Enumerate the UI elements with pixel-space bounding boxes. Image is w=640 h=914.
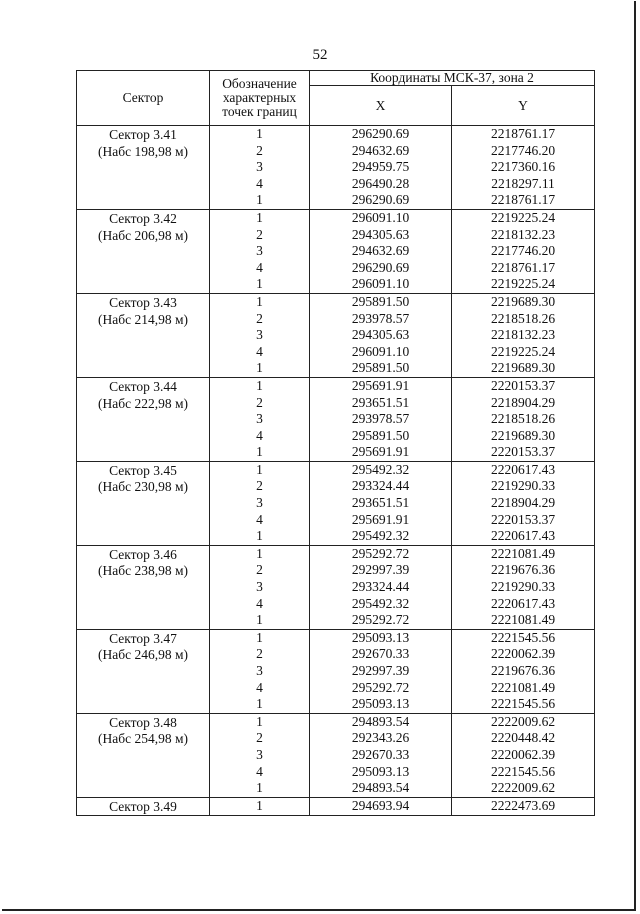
sector-y-cell [452,713,595,797]
coord-y: 2218132.23 [490,226,556,242]
point-label: 1 [256,713,263,729]
sector-cell [77,377,210,461]
coord-y: 2221081.49 [490,545,556,561]
point-label: 2 [256,142,263,158]
sector-row [77,461,595,545]
coord-y: 2222009.62 [490,713,556,729]
point-label: 1 [256,444,263,460]
coord-y: 2221545.56 [490,763,556,779]
sector-name: Сектор 3.46 [109,546,177,562]
sector-y-cell [452,545,595,629]
coord-x: 296290.69 [351,192,410,208]
coord-x: 295292.72 [351,679,410,695]
sector-cell [77,209,210,293]
coord-y: 2218761.17 [490,126,556,141]
sector-x-cell [310,293,452,377]
sector-y-cell [452,797,595,816]
point-label: 3 [256,495,263,511]
header-sector: Сектор [77,71,210,126]
sector-y-cell [452,461,595,545]
coord-x: 296091.10 [351,276,410,292]
coord-y: 2220153.37 [490,511,556,527]
sector-name: Сектор 3.48 [109,714,177,730]
coord-x: 292670.33 [351,746,410,762]
header-points: Обозначение характерных точек границ [210,71,310,126]
point-label: 4 [256,343,263,359]
coord-x: 295691.91 [351,511,410,527]
point-label: 1 [256,192,263,208]
coord-y: 2219689.30 [490,360,556,376]
point-label: 1 [256,780,263,796]
coord-x: 292343.26 [351,730,410,746]
coord-x: 293978.57 [351,310,410,326]
coord-y: 2218904.29 [490,394,556,410]
sector-name: Сектор 3.41 [109,127,177,142]
coord-x: 294632.69 [351,243,410,259]
coord-x: 295691.91 [351,444,410,460]
coord-y: 2219676.36 [490,663,556,678]
sector-cell [77,797,210,816]
sector-name: Сектор 3.44 [109,378,177,394]
coord-y: 2222009.62 [490,780,556,796]
coord-y: 2217746.20 [490,142,556,158]
coord-x: 295492.32 [351,461,410,477]
coord-y: 2220617.43 [490,595,556,611]
coord-y: 2220153.37 [490,377,556,393]
coord-x: 295292.72 [351,545,410,561]
sector-row [77,545,595,629]
point-label: 3 [256,243,263,259]
sector-points-cell [210,293,310,377]
coord-x: 294632.69 [351,142,410,158]
coord-y: 2218761.17 [490,192,556,208]
coord-y: 2221081.49 [490,679,556,695]
coord-y: 2218297.11 [491,175,555,191]
coord-y: 2219290.33 [490,579,556,595]
coord-y: 2222473.69 [490,797,556,813]
sector-x-cell [310,209,452,293]
sector-points-cell [210,713,310,797]
coord-x: 294959.75 [351,159,410,175]
sector-points-cell [210,126,310,210]
point-label: 1 [256,293,263,309]
sector-note: (Набс 198,98 м) [97,143,188,159]
sector-name: Сектор 3.47 [109,630,177,646]
coord-x: 295891.50 [351,427,410,443]
header-x: X [310,86,452,126]
coord-x: 295891.50 [351,293,410,309]
sector-x-cell [310,126,452,210]
coord-y: 2218761.17 [490,259,556,275]
coord-x: 295093.13 [351,763,410,779]
coord-y: 2217360.16 [490,159,556,175]
coord-x: 293651.51 [351,495,410,511]
point-label: 4 [256,763,263,779]
coord-x: 293978.57 [351,411,410,427]
sector-name: Сектор 3.45 [109,462,177,478]
point-label: 2 [256,310,263,326]
coord-x: 293651.51 [351,394,410,410]
point-label: 1 [256,461,263,477]
sector-y-cell [452,377,595,461]
point-label: 2 [256,226,263,242]
sector-note: (Набс 238,98 м) [97,563,188,579]
point-label: 3 [256,159,263,175]
point-label: 1 [256,377,263,393]
coord-y: 2218518.26 [490,310,556,326]
sector-cell [77,629,210,713]
coord-x: 296091.10 [351,209,410,225]
sector-points-cell [210,461,310,545]
sector-cell [77,545,210,629]
sector-note: (Набс 246,98 м) [97,647,188,663]
coord-y: 2220617.43 [490,528,556,544]
coord-y: 2219290.33 [490,478,556,494]
point-label: 4 [256,511,263,527]
coord-y: 2220153.37 [490,444,556,460]
coord-x: 293324.44 [351,579,410,595]
coord-y: 2219676.36 [490,562,556,578]
sector-row [77,797,595,816]
point-label: 4 [256,595,263,611]
coord-x: 292997.39 [351,663,410,678]
sector-row [77,126,595,210]
point-label: 2 [256,646,263,662]
sector-y-cell [452,209,595,293]
coord-x: 292997.39 [351,562,410,578]
coord-x: 295292.72 [351,612,410,628]
point-label: 2 [256,730,263,746]
coord-y: 2221545.56 [490,629,556,645]
sector-name: Сектор 3.49 [109,798,177,814]
coord-x: 296290.69 [351,126,410,141]
point-label: 3 [256,663,263,678]
sector-cell [77,126,210,210]
coord-x: 294893.54 [351,780,410,796]
point-label: 3 [256,411,263,427]
coord-y: 2220062.39 [490,746,556,762]
sector-note: (Набс 222,98 м) [97,395,188,411]
coord-y: 2221545.56 [490,696,556,712]
sector-row [77,377,595,461]
coord-y: 2219225.24 [490,276,556,292]
point-label: 2 [256,562,263,578]
sector-x-cell [310,797,452,816]
page-number: 52 [312,47,328,63]
point-label: 4 [256,175,263,191]
sector-x-cell [310,461,452,545]
sector-points-cell [210,797,310,816]
point-label: 3 [256,746,263,762]
point-label: 1 [256,276,263,292]
point-label: 2 [256,394,263,410]
coord-y: 2219225.24 [490,343,556,359]
sector-note: (Набс 206,98 м) [97,227,188,243]
point-label: 4 [256,427,263,443]
coordinates-table [76,70,595,816]
coord-x: 296091.10 [351,343,410,359]
sector-note: (Набс 230,98 м) [97,479,188,495]
sector-note: (Набс 254,98 м) [97,731,188,747]
coord-y: 2220617.43 [490,461,556,477]
sector-row [77,209,595,293]
header-coords: Координаты МСК-37, зона 2 [310,71,595,86]
coord-x: 295093.13 [351,696,410,712]
point-label: 1 [256,126,263,141]
coord-x: 296290.69 [351,259,410,275]
coord-y: 2221081.49 [490,612,556,628]
point-label: 1 [256,612,263,628]
coord-y: 2218904.29 [490,495,556,511]
table-body [77,126,595,816]
coord-x: 294305.63 [351,226,410,242]
point-label: 3 [256,327,263,343]
sector-points-cell [210,545,310,629]
sector-name: Сектор 3.42 [109,210,177,226]
coord-x: 294693.94 [351,797,410,813]
coord-y: 2219689.30 [490,293,556,309]
sector-row [77,713,595,797]
sector-points-cell [210,209,310,293]
coord-x: 294893.54 [351,713,410,729]
point-label: 1 [256,360,263,376]
coord-y: 2217746.20 [490,243,556,259]
sector-cell [77,713,210,797]
sector-cell [77,461,210,545]
point-label: 1 [256,209,263,225]
coord-y: 2218518.26 [490,411,556,427]
sector-y-cell [452,629,595,713]
coord-x: 295093.13 [351,629,410,645]
coord-x: 295492.32 [351,528,410,544]
sector-y-cell [452,293,595,377]
coord-x: 292670.33 [351,646,410,662]
header-y: Y [452,86,595,126]
point-label: 1 [256,545,263,561]
sector-x-cell [310,713,452,797]
sector-x-cell [310,629,452,713]
point-label: 4 [256,679,263,695]
coord-x: 293324.44 [351,478,410,494]
coord-x: 295492.32 [351,595,410,611]
coord-x: 295691.91 [351,377,410,393]
point-label: 1 [256,797,263,813]
sector-x-cell [310,545,452,629]
coord-y: 2220448.42 [490,730,556,746]
point-label: 2 [256,478,263,494]
sector-x-cell [310,377,452,461]
coord-y: 2220062.39 [490,646,556,662]
point-label: 4 [256,259,263,275]
sector-name: Сектор 3.43 [109,294,177,310]
point-label: 3 [256,579,263,595]
coord-x: 295891.50 [351,360,410,376]
sector-y-cell [452,126,595,210]
sector-note: (Набс 214,98 м) [97,311,188,327]
coord-y: 2218132.23 [490,327,556,343]
sector-points-cell [210,629,310,713]
coord-y: 2219225.24 [490,209,556,225]
sector-row [77,293,595,377]
sector-row [77,629,595,713]
point-label: 1 [256,696,263,712]
point-label: 1 [256,528,263,544]
sector-cell [77,293,210,377]
sector-points-cell [210,377,310,461]
coord-y: 2219689.30 [490,427,556,443]
coord-x: 296490.28 [351,175,410,191]
point-label: 1 [256,629,263,645]
coord-x: 294305.63 [351,327,410,343]
